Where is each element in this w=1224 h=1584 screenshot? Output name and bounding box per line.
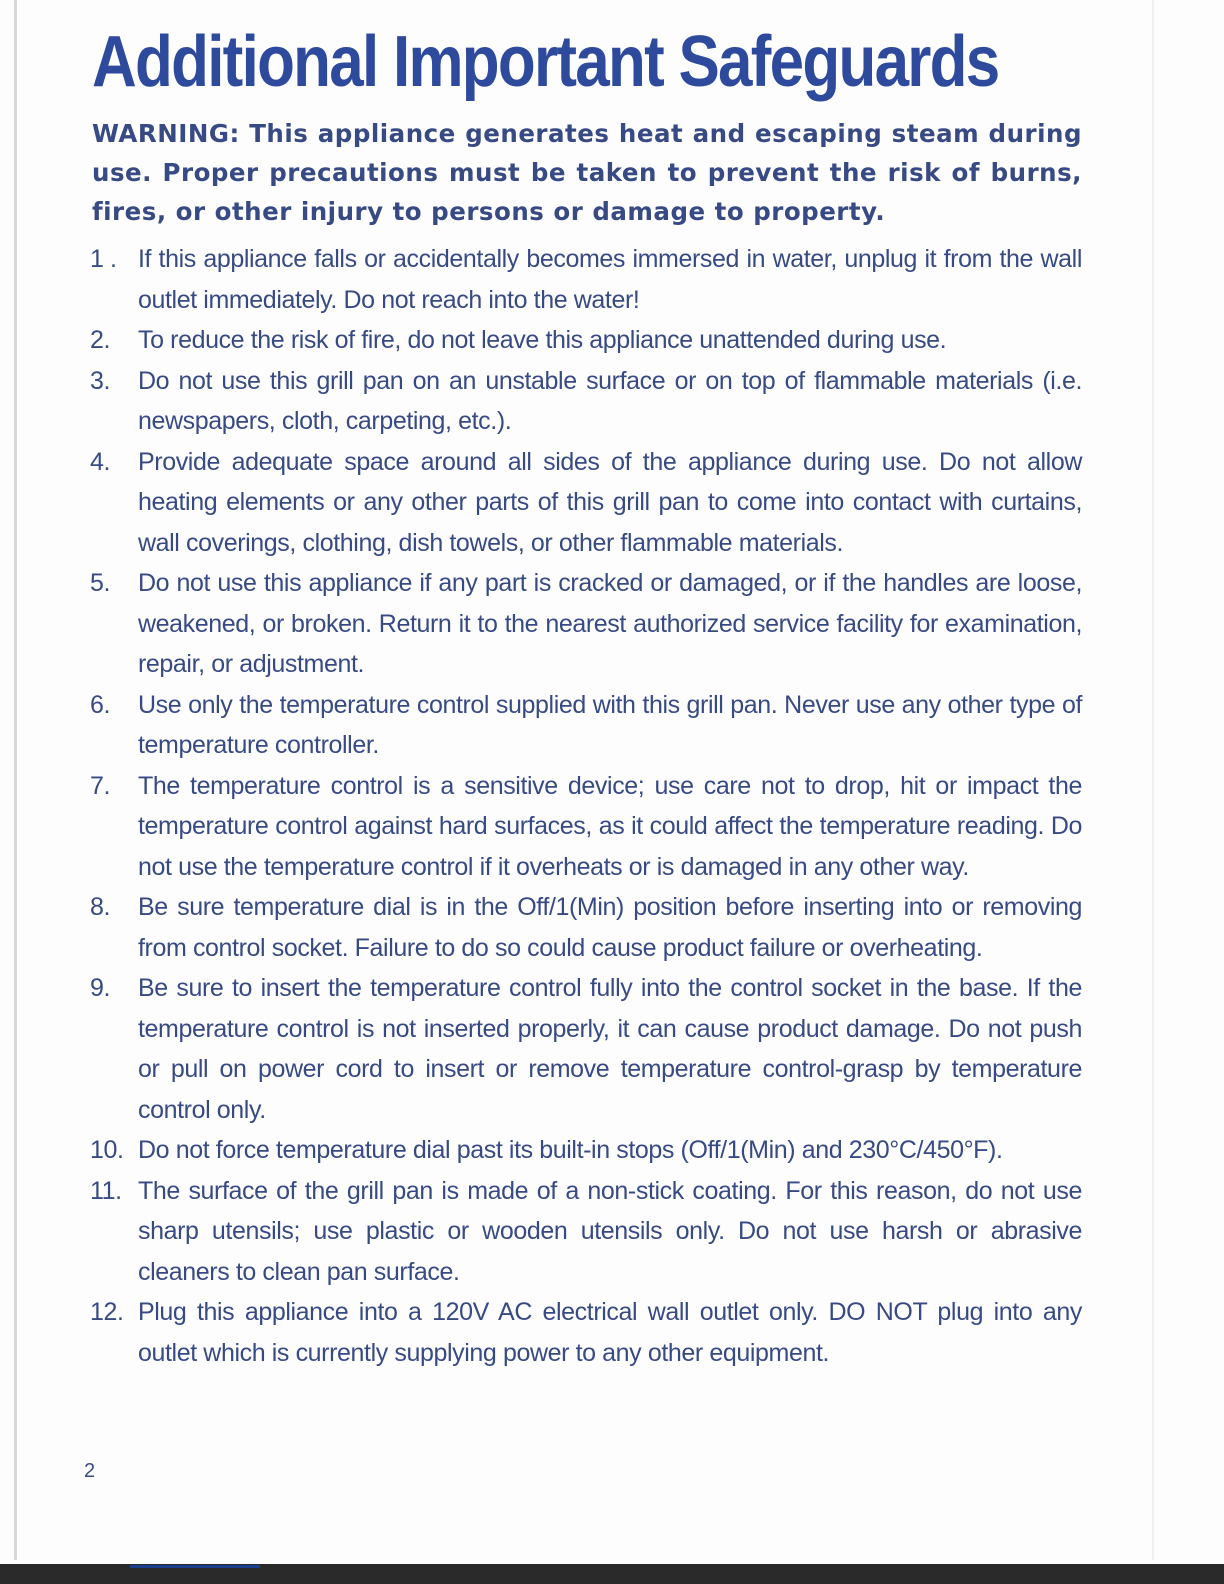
- item-text: Do not use this appliance if any part is cracked or damaged, or if the handles are loose, weakened, or broken. Return it to the nearest authorized service facility for examination, repair, or adjustment.: [138, 569, 1082, 678]
- page-left-edge: [14, 0, 17, 1560]
- item-number: 12.: [90, 1298, 124, 1326]
- item-number: 7.: [90, 771, 111, 800]
- item-number: 4.: [90, 447, 111, 476]
- item-text: Do not use this grill pan on an unstable surface or on top of flammable materials (i.e. newspapers, cloth, carpeting, etc.).: [138, 366, 1082, 435]
- item-text: Provide adequate space around all sides of the appliance during use. Do not allow heating elements or any other parts of this grill pan to come into contact with curtains, wall coverings, clothing, dish towels, or other flammable materials.: [138, 447, 1082, 557]
- list-item: [92, 1130, 1082, 1171]
- item-text: The surface of the grill pan is made of a non-stick coating. For this reason, do not use sharp utensils; use plastic or wooden utensils only. Do not use harsh or abrasive cleaners to clean pan surface.: [138, 1176, 1082, 1286]
- item-text: Be sure temperature dial is in the Off/1(Min) position before inserting into or removing from control socket. Failure to do so could cause product failure or overheating.: [138, 893, 1082, 962]
- safeguards-list: [92, 239, 1082, 1373]
- list-item: [92, 1171, 1082, 1293]
- page-right-edge: [1152, 0, 1154, 1560]
- item-number: 5.: [90, 569, 111, 597]
- item-number: 10.: [90, 1136, 124, 1164]
- list-item: [92, 442, 1082, 564]
- item-text: Use only the temperature control supplied with this grill pan. Never use any other type of temperature controller.: [138, 690, 1082, 759]
- list-item: [92, 1292, 1082, 1373]
- item-number: 8.: [90, 893, 111, 921]
- list-item: [92, 968, 1082, 1130]
- item-number: 9.: [90, 974, 111, 1002]
- item-number: 6.: [90, 690, 111, 719]
- page-content: [92, 22, 1082, 1373]
- item-number: 1 .: [90, 245, 117, 273]
- page-title: Additional Important Safeguards: [92, 22, 999, 102]
- item-text: If this appliance falls or accidentally becomes immersed in water, unplug it from the wall outlet immediately. Do not reach into the water!: [138, 245, 1082, 314]
- item-number: 3.: [90, 366, 111, 395]
- list-item: [92, 887, 1082, 968]
- item-text: To reduce the risk of fire, do not leave this appliance unattended during use.: [138, 326, 947, 354]
- item-text: Do not force temperature dial past its built-in stops (Off/1(Min) and 230°C/450°F).: [138, 1136, 1003, 1164]
- item-text: The temperature control is a sensitive device; use care not to drop, hit or impact the temperature control against hard surfaces, as it could affect the temperature reading. Do not use the temperature control if it overheats or is damaged in any other way.: [138, 771, 1082, 881]
- warning-paragraph: WARNING: This appliance generates heat and escaping steam during use. Proper precautions must be taken to prevent the risk of burns, fires, or other injury to persons or damage to property.: [92, 119, 1082, 226]
- list-item: [92, 563, 1082, 685]
- list-item: [92, 766, 1082, 888]
- scan-bottom-accent: [130, 1565, 260, 1568]
- item-number: 11.: [90, 1176, 122, 1205]
- list-item: [92, 320, 1082, 361]
- list-item: [92, 685, 1082, 766]
- page-number: 2: [84, 1460, 96, 1482]
- item-text: Plug this appliance into a 120V AC electrical wall outlet only. DO NOT plug into any outlet which is currently supplying power to any other equipment.: [138, 1298, 1082, 1367]
- item-text: Be sure to insert the temperature control fully into the control socket in the base. If the temperature control is not inserted properly, it can cause product damage. Do not push or pull on power cord to insert or remove temperature control-grasp by temperature control only.: [138, 974, 1082, 1124]
- list-item: [92, 361, 1082, 442]
- item-number: 2.: [90, 326, 111, 354]
- list-item: [92, 239, 1082, 320]
